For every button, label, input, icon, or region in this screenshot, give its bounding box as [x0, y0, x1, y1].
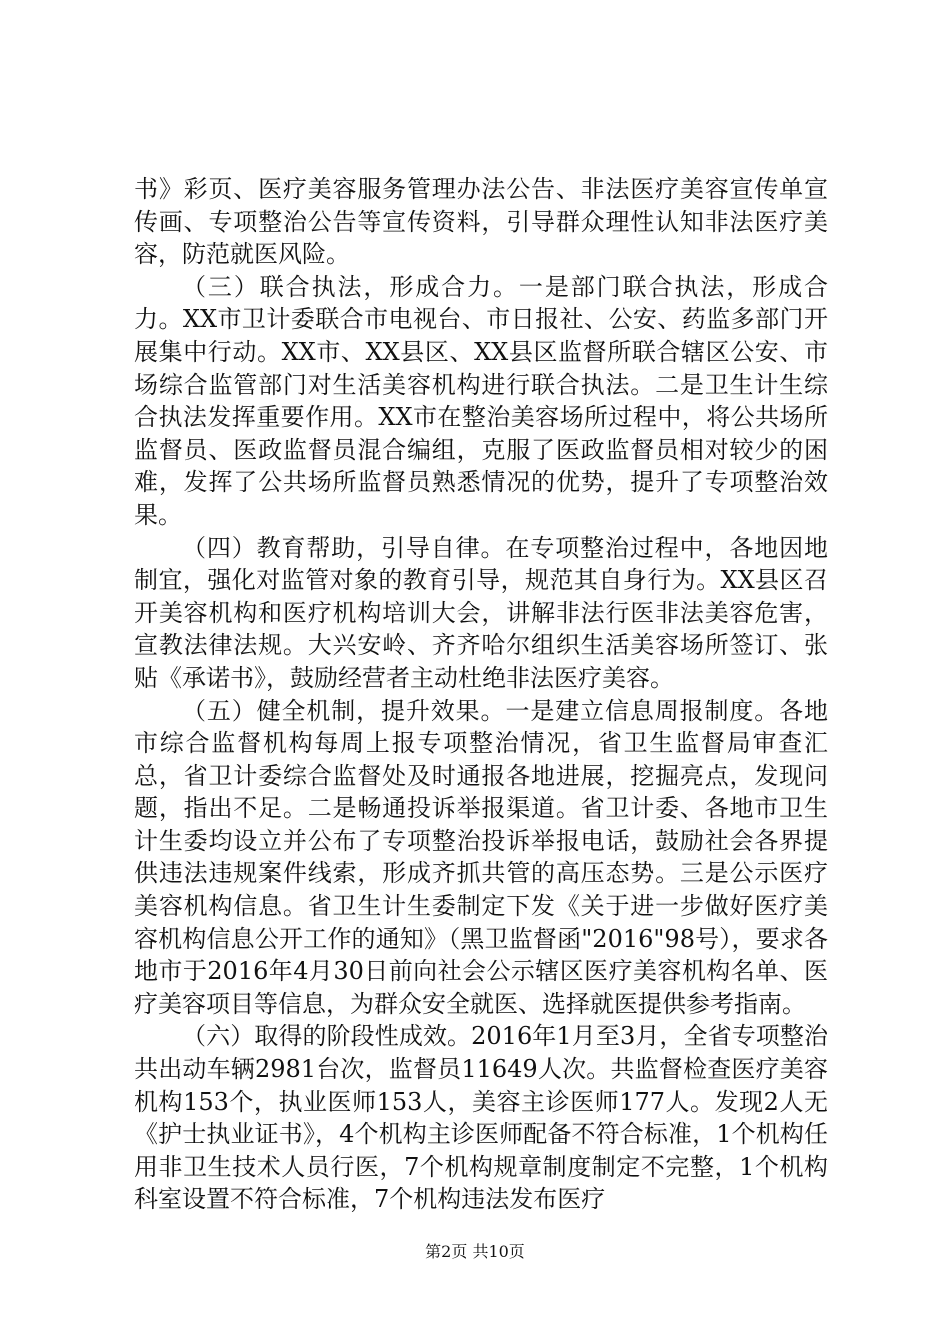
- paragraph-continuation: 书》彩页、医疗美容服务管理办法公告、非法医疗美容宣传单宣传画、专项整治公告等宣传资料，引导群众理性认知非法医疗美容，防范就医风险。: [134, 175, 828, 269]
- document-body: [134, 173, 828, 1216]
- paragraph-section-6: （六）取得的阶段性成效。2016年1月至3月，全省专项整治共出动车辆2981台次，监督员11649人次。共监督检查医疗美容机构153个，执业医师153人，美容主诊医师177人。发现2人无《护士执业证书》，4个机构主诊医师配备不符合标准，1个机构任用非卫生技术人员行医，7个机构规章制度制定不完整，1个机构科室设置不符合标准，7个机构违法发布医疗: [134, 1022, 828, 1214]
- paragraph-section-3: （三）联合执法，形成合力。一是部门联合执法，形成合力。XX市卫计委联合市电视台、市日报社、公安、药监多部门开展集中行动。XX市、XX县区、XX县区监督所联合辖区公安、市场综合监管部门对生活美容机构进行联合执法。二是卫生计生综合执法发挥重要作用。XX市在整治美容场所过程中，将公共场所监督员、医政监督员混合编组，克服了医政监督员相对较少的困难，发挥了公共场所监督员熟悉情况的优势，提升了专项整治效果。: [134, 272, 828, 529]
- page-number-footer: 第2页 共10页: [425, 1242, 525, 1261]
- paragraph-section-5: （五）健全机制，提升效果。一是建立信息周报制度。各地市综合监督机构每周上报专项整治情况，省卫生监督局审查汇总，省卫计委综合监督处及时通报各地进展，挖掘亮点，发现问题，指出不足。二是畅通投诉举报渠道。省卫计委、各地市卫生计生委均设立并公布了专项整治投诉举报电话，鼓励社会各界提供违法违规案件线索，形成齐抓共管的高压态势。三是公示医疗美容机构信息。省卫生计生委制定下发《关于进一步做好医疗美容机构信息公开工作的通知》（黑卫监督函"2016"98号），要求各地市于2016年4月30日前向社会公示辖区医疗美容机构名单、医疗美容项目等信息，为群众安全就医、选择就医提供参考指南。: [134, 696, 828, 1018]
- paragraph-section-4: （四）教育帮助，引导自律。在专项整治过程中，各地因地制宜，强化对监管对象的教育引导，规范其自身行为。XX县区召开美容机构和医疗机构培训大会，讲解非法行医非法美容危害，宣教法律法规。大兴安岭、齐齐哈尔组织生活美容场所签订、张贴《承诺书》，鼓励经营者主动杜绝非法医疗美容。: [134, 533, 828, 692]
